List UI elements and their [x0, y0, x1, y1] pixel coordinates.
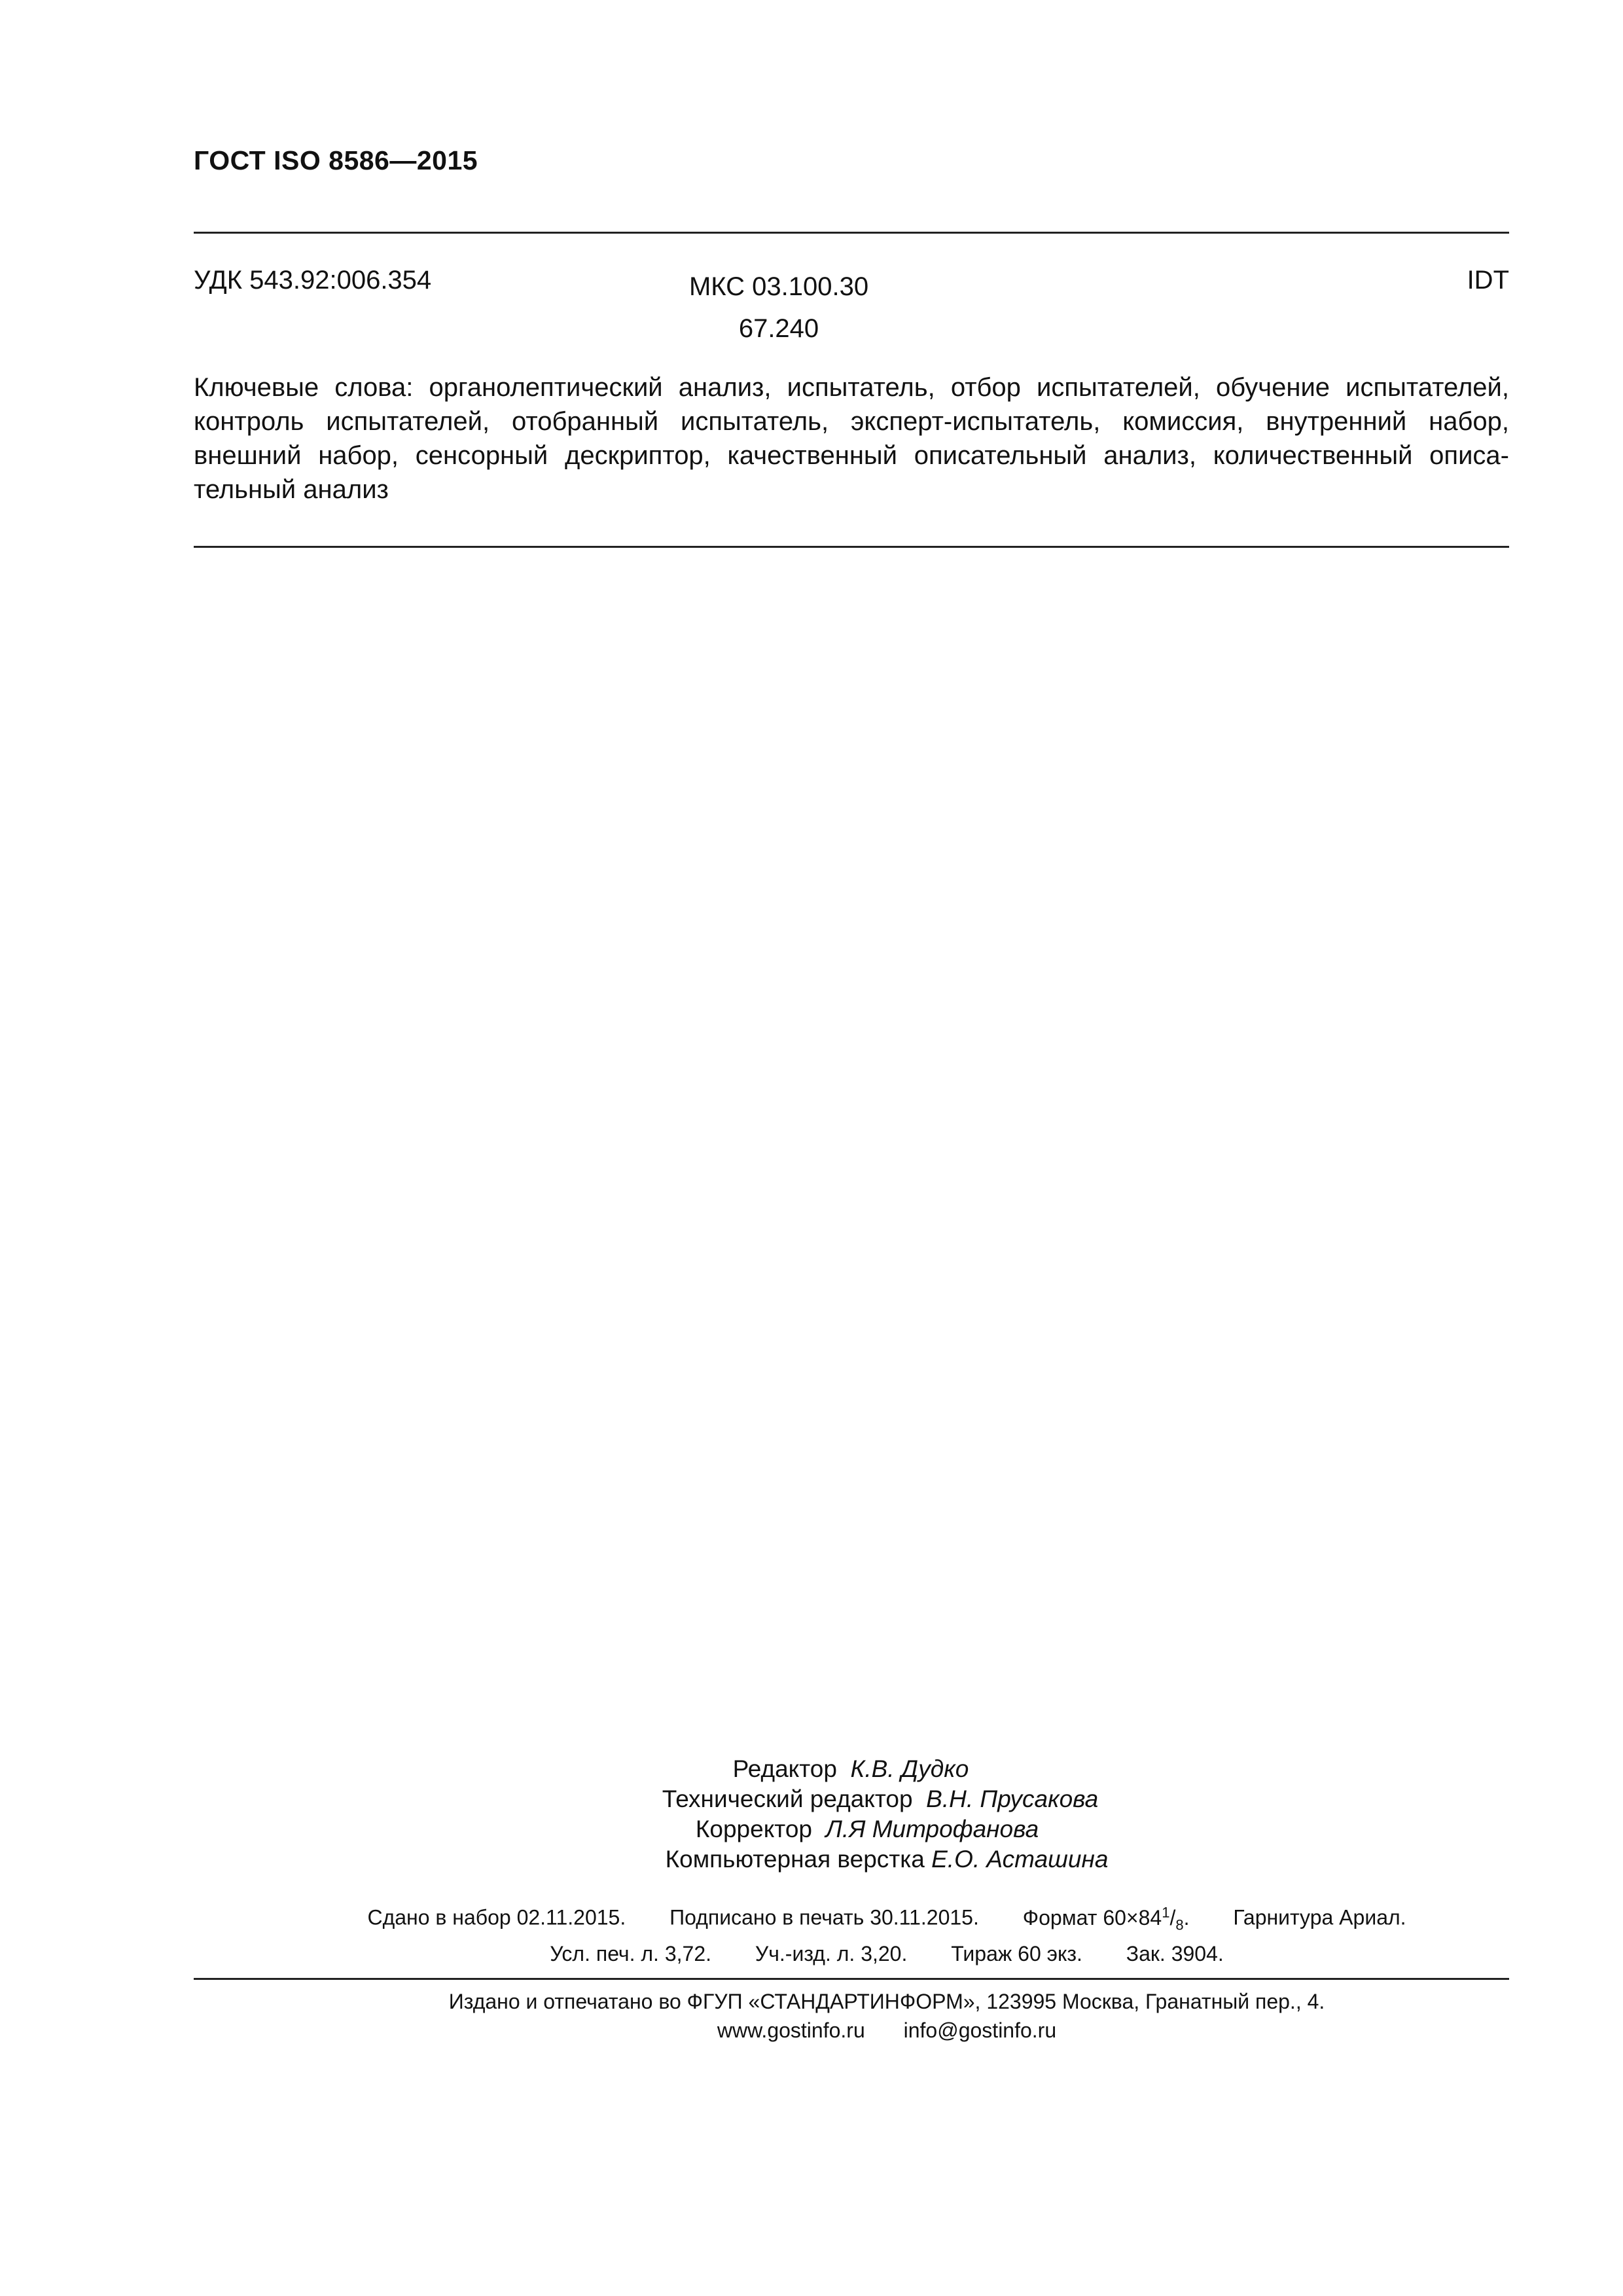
standard-number: ГОСТ ISO 8586—2015 [194, 145, 478, 175]
paper-format: Формат $60\times 84^1/_8$. [1022, 1904, 1190, 1933]
top-divider [194, 232, 1509, 234]
credit-editor [0, 1754, 1623, 1784]
keywords-paragraph: Ключевые слова: органолептический анализ, испытатель, отбор испытателей, обучение испытателей, контроль испытателей, отобранный испытатель, эксперт-испытатель, комиссия, внутренний набор, внешний набор, сенсорный дескриптор, качественный описательный анализ, количественный описа-тельный анализ [194, 373, 1509, 504]
circulation: Тираж 60 экз. [951, 1942, 1082, 1966]
corrector-label: Корректор [695, 1816, 812, 1842]
credits-block [0, 1754, 1623, 1874]
publisher-contacts [0, 2016, 1623, 2045]
publishing-sheets: Уч.-изд. л. 3,20. [755, 1942, 908, 1966]
editor-name: К.В. Дудко [850, 1755, 969, 1782]
print-info [0, 1898, 1623, 1968]
publisher-address: Издано и отпечатано во ФГУП «СТАНДАРТИНФОРМ», 123995 Москва, Гранатный пер., 4. [448, 1990, 1325, 2013]
mks-code-2: 67.240 [738, 314, 819, 343]
publisher-block [0, 1987, 1623, 2045]
publisher-email: info@gostinfo.ru [903, 2018, 1057, 2042]
udk-code: УДК 543.92:006.354 [194, 266, 432, 295]
publisher-website: www.gostinfo.ru [717, 2018, 865, 2042]
print-info-line-1 [0, 1898, 1623, 1939]
mks-codes [681, 266, 877, 350]
editor-label: Редактор [732, 1755, 837, 1782]
print-info-line-2 [0, 1939, 1623, 1968]
keywords-divider [194, 546, 1509, 548]
layout-label: Компьютерная верстка [665, 1846, 925, 1873]
tech-editor-name: В.Н. Прусакова [926, 1785, 1099, 1812]
publisher-divider [194, 1978, 1509, 1980]
order-number: Зак. 3904. [1126, 1942, 1224, 1966]
credit-layout [0, 1844, 1623, 1874]
typeface: Гарнитура Ариал. [1233, 1905, 1406, 1929]
submitted-date: Сдано в набор 02.11.2015. [367, 1905, 626, 1929]
signed-date: Подписано в печать 30.11.2015. [669, 1905, 979, 1929]
corrector-name: Л.Я Митрофанова [825, 1816, 1039, 1842]
idt-marker: IDT [1467, 266, 1509, 295]
credit-tech-editor [0, 1784, 1623, 1814]
tech-editor-label: Технический редактор [662, 1785, 913, 1812]
layout-name: Е.О. Асташина [931, 1846, 1109, 1873]
credit-corrector [0, 1814, 1623, 1844]
print-sheets: Усл. печ. л. 3,72. [550, 1942, 711, 1966]
mks-code-1: МКС 03.100.30 [688, 272, 869, 301]
